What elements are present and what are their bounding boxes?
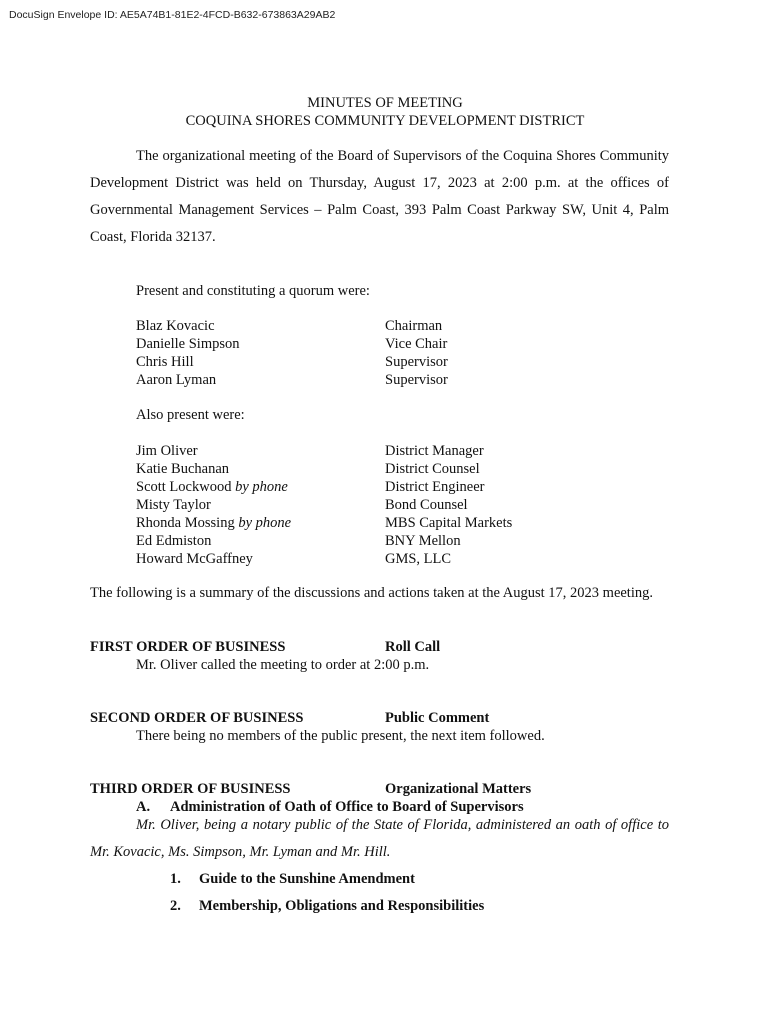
attendee-name: Misty Taylor bbox=[136, 497, 211, 513]
attendee-name: Aaron Lyman bbox=[136, 372, 217, 388]
attendee-row bbox=[136, 550, 676, 568]
heading-line-2: COQUINA SHORES COMMUNITY DEVELOPMENT DISTRICT bbox=[185, 113, 585, 129]
attendee-role: Vice Chair bbox=[385, 336, 448, 352]
attendee-role: Supervisor bbox=[385, 354, 448, 370]
attendee-role: District Manager bbox=[385, 443, 484, 459]
intro-paragraph: The organizational meeting of the Board of Supervisors of the Coquina Shores Community Development District was held on Thursday, August 17, 2023 at 2:00 p.m. at the offices of Governmental Management Services – Palm Coast, 393 Palm Coast Parkway SW, Unit 4, Palm Coast, Florida 32137. bbox=[90, 148, 669, 245]
attendee-row bbox=[136, 532, 676, 550]
attendee-name: Blaz Kovacic bbox=[136, 318, 215, 334]
attendee-name: Ed Edmiston bbox=[136, 533, 212, 549]
second-order-label: SECOND ORDER OF BUSINESS bbox=[90, 710, 304, 726]
attendee-role: Chairman bbox=[385, 318, 443, 334]
quorum-list bbox=[136, 317, 676, 389]
attendee-row bbox=[136, 442, 676, 460]
item-1-text: Guide to the Sunshine Amendment bbox=[199, 871, 415, 887]
third-order-label: THIRD ORDER OF BUSINESS bbox=[90, 781, 291, 797]
attendee-row bbox=[136, 496, 676, 514]
first-order-title: Roll Call bbox=[385, 639, 441, 655]
docusign-envelope-id: DocuSign Envelope ID: AE5A74B1-81E2-4FCD-B632-673863A29AB2 bbox=[9, 9, 336, 21]
attendee-row bbox=[136, 514, 676, 532]
attendee-role: Supervisor bbox=[385, 372, 448, 388]
item-2-number: 2. bbox=[170, 898, 181, 914]
also-present-list bbox=[136, 442, 676, 568]
attendee-row bbox=[136, 371, 676, 389]
attendee-role: BNY Mellon bbox=[385, 533, 461, 549]
attendee-row bbox=[136, 460, 676, 478]
attendee-row bbox=[136, 478, 676, 496]
attendee-role: GMS, LLC bbox=[385, 551, 452, 567]
quorum-label: Present and constituting a quorum were: bbox=[136, 283, 370, 299]
heading-line-1: MINUTES OF MEETING bbox=[307, 95, 463, 111]
attendee-row bbox=[136, 335, 676, 353]
attendee-role: District Counsel bbox=[385, 461, 480, 477]
attendee-name: Rhonda Mossing bbox=[136, 515, 235, 531]
attendance-note: by phone bbox=[238, 515, 292, 531]
first-order-label: FIRST ORDER OF BUSINESS bbox=[90, 639, 286, 655]
attendee-name: Katie Buchanan bbox=[136, 461, 230, 477]
sub-item-a-letter: A. bbox=[136, 799, 151, 815]
attendee-name: Jim Oliver bbox=[136, 443, 198, 459]
attendee-role: Bond Counsel bbox=[385, 497, 468, 513]
attendee-name: Danielle Simpson bbox=[136, 336, 240, 352]
attendee-name: Howard McGaffney bbox=[136, 551, 253, 567]
oath-paragraph: Mr. Oliver, being a notary public of the State of Florida, administered an oath of office to Mr. Kovacic, Ms. Simpson, Mr. Lyman and Mr. Hill. bbox=[90, 817, 669, 860]
attendee-row bbox=[136, 353, 676, 371]
second-order-title: Public Comment bbox=[385, 710, 490, 726]
third-order-title: Organizational Matters bbox=[385, 781, 532, 797]
summary-paragraph: The following is a summary of the discussions and actions taken at the August 17, 2023 meeting. bbox=[90, 585, 653, 601]
item-2-text: Membership, Obligations and Responsibilities bbox=[199, 898, 485, 914]
also-present-label: Also present were: bbox=[136, 407, 245, 423]
attendee-role: District Engineer bbox=[385, 479, 485, 495]
attendee-name: Scott Lockwood bbox=[136, 479, 232, 495]
sub-item-a-title: Administration of Oath of Office to Board of Supervisors bbox=[170, 799, 524, 815]
second-order-text: There being no members of the public present, the next item followed. bbox=[136, 728, 545, 744]
item-1-number: 1. bbox=[170, 871, 181, 887]
attendee-role: MBS Capital Markets bbox=[385, 515, 513, 531]
attendee-row bbox=[136, 317, 676, 335]
first-order-text: Mr. Oliver called the meeting to order at 2:00 p.m. bbox=[136, 657, 430, 673]
attendee-name: Chris Hill bbox=[136, 354, 194, 370]
attendance-note: by phone bbox=[235, 479, 288, 495]
